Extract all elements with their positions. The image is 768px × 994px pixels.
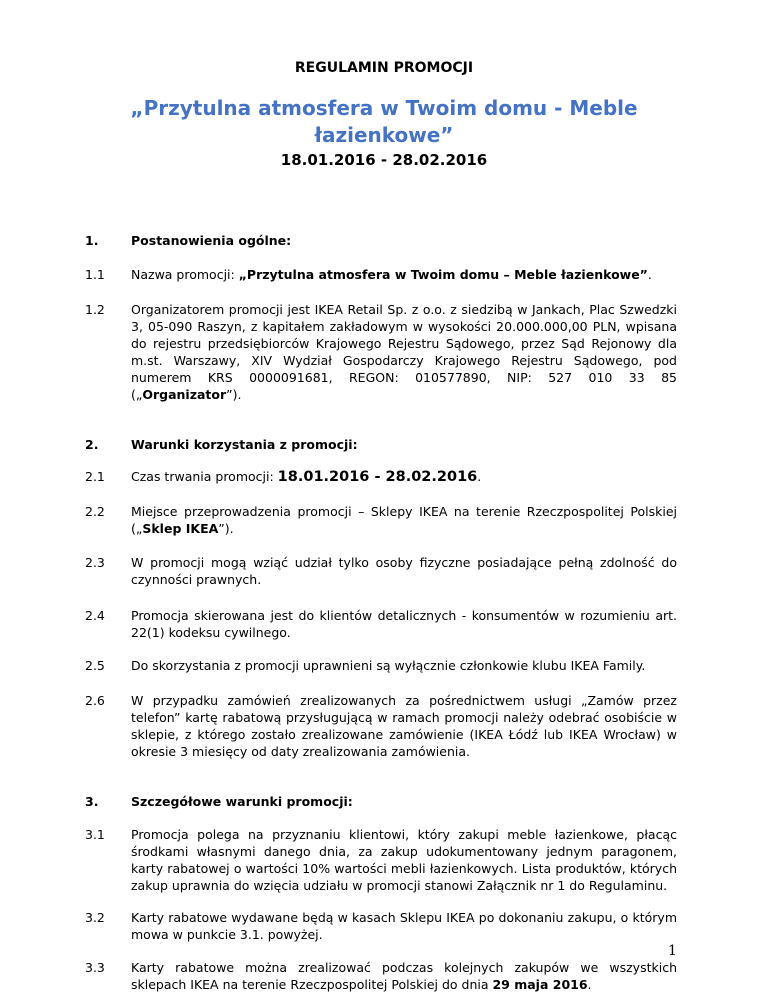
section-number: 3. [85, 794, 99, 809]
clause-text: Promocja skierowana jest do klientów detalicznych - konsumentów w rozumieniu art. 22(1) kodeksu cywilnego. [131, 608, 677, 640]
clause-number: 3.1 [85, 827, 105, 842]
clause-number: 2.5 [85, 658, 105, 673]
clause-number: 3.2 [85, 910, 105, 925]
clause-number: 2.4 [85, 608, 105, 623]
clause-text: Karty rabatowe można zrealizować podczas kolejnych zakupów we wszystkich sklepach IKEA na terenie Rzeczpospolitej Polskiej do dnia 29 maja 2016. [131, 960, 677, 992]
promotion-title: „Przytulna atmosfera w Twoim domu - Meble łazienkowe” [130, 96, 638, 147]
clause-number: 2.3 [85, 555, 105, 570]
promotion-dates: 18.01.2016 - 28.02.2016 [280, 151, 488, 169]
document-label: REGULAMIN PROMOCJI [294, 60, 474, 76]
clause-text: Nazwa promocji: „Przytulna atmosfera w Twoim domu – Meble łazienkowe”. [131, 267, 652, 282]
clause-number: 2.2 [85, 504, 105, 519]
clause-number: 2.6 [85, 693, 105, 708]
clause-text: W promocji mogą wziąć udział tylko osoby fizyczne posiadające pełną zdolność do czynności prawnych. [131, 555, 677, 587]
clause-text: Karty rabatowe wydawane będą w kasach Sklepu IKEA po dokonaniu zakupu, o którym mowa w punkcie 3.1. powyżej. [131, 910, 677, 942]
section-title: Warunki korzystania z promocji: [131, 437, 358, 452]
clause-text: Miejsce przeprowadzenia promocji – Sklepy IKEA na terenie Rzeczpospolitej Polskiej („Sklep IKEA”). [131, 504, 677, 536]
clause-text: Czas trwania promocji: 18.01.2016 - 28.02.2016. [131, 469, 482, 485]
clause-text: W przypadku zamówień zrealizowanych za pośrednictwem usługi „Zamów przez telefon” kartę rabatową przysługującą w ramach promocji należy odebrać osobiście w sklepie, z którego zostało zrealizowane zamówienie (IKEA Łódź lub IKEA Wrocław) w okresie 3 miesięcy od daty zrealizowania zamówienia. [131, 693, 677, 759]
clause-text: Do skorzystania z promocji uprawnieni są wyłącznie członkowie klubu IKEA Family. [131, 658, 646, 673]
section-number: 2. [85, 437, 99, 452]
clause-number: 1.1 [85, 267, 105, 282]
section-number: 1. [85, 233, 99, 248]
clause-text: Promocja polega na przyznaniu klientowi, który zakupi meble łazienkowe, płacąc środkami własnymi danego dnia, za zakup udokumentowany jednym paragonem, karty rabatowej o wartości 10% wartości mebli łazienkowych. Lista produktów, których zakup uprawnia do wzięcia udziału w promocji stanowi Załącznik nr 1 do Regulaminu. [131, 827, 677, 893]
clause-text: Organizatorem promocji jest IKEA Retail Sp. z o.o. z siedzibą w Jankach, Plac Szwedzki 3, 05-090 Raszyn, z kapitałem zakładowym w wysokości 20.000.000,00 PLN, wpisana do rejestru przedsiębiorców Krajowego Rejestru Sądowego, przez Sąd Rejonowy dla m.st. Warszawy, XIV Wydział Gospodarczy Krajowego Rejestru Sądowego, pod numerem KRS 0000091681, REGON: 010577890, NIP: 527 010 33 85 („Organizator”). [131, 302, 677, 402]
clause-number: 1.2 [85, 302, 105, 317]
section-title: Szczegółowe warunki promocji: [131, 794, 353, 809]
page-number: 1 [668, 943, 677, 959]
clause-number: 2.1 [85, 469, 105, 484]
clause-number: 3.3 [85, 960, 105, 975]
section-title: Postanowienia ogólne: [131, 233, 292, 248]
